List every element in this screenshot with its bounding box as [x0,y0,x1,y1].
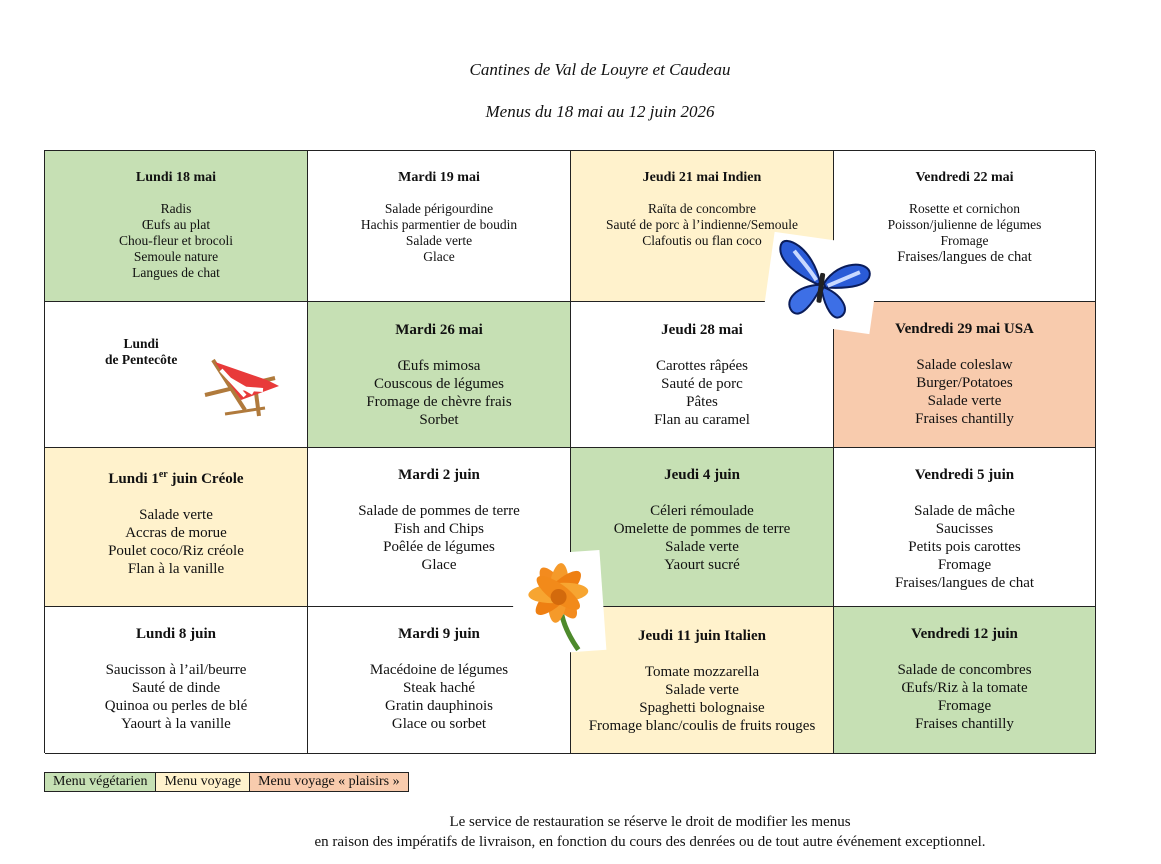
menu-items [308,201,570,265]
menu-item: Salade verte [665,682,739,698]
menu-item: Glace [423,249,455,264]
page-subtitle: Menus du 18 mai au 12 juin 2026 [485,102,715,121]
menu-cell [308,151,571,302]
menu-item: Flan au caramel [654,412,750,428]
menu-day: Jeudi 21 mai Indien [642,170,762,185]
menu-item: Fromage [937,698,992,714]
legend-travel-pleasure: Menu voyage « plaisirs » [250,773,408,791]
legend [44,772,409,792]
menu-item: Fraises chantilly [915,411,1014,427]
menu-day: Jeudi 4 juin [664,467,740,483]
butterfly-icon [762,232,881,334]
menu-item: Fromage [937,557,992,573]
footer-line-2: en raison des impératifs de livraison, en fonction du cours des denrées ou de tout autre événement exceptionnel. [314,834,986,850]
menu-item: Salade verte [665,539,739,555]
menu-item: Œufs/Riz à la tomate [901,680,1028,696]
menu-item: Sauté de porc à l’indienne/Semoule [606,217,798,232]
menu-cell-holiday [45,302,308,448]
menu-item: Salade coleslaw [916,357,1013,373]
menu-item: Carottes râpées [655,358,749,374]
menu-items [571,663,833,735]
menu-item: Sauté de dinde [131,680,221,696]
menu-cell [834,607,1096,754]
page-title: Cantines de Val de Louyre et Caudeau [469,60,731,79]
menu-grid [44,150,1095,753]
menu-item: Fromage blanc/coulis de fruits rouges [588,718,816,734]
menu-item: Radis [160,201,192,216]
menu-day: Vendredi 5 juin [914,467,1015,483]
menu-item: Burger/Potatoes [916,375,1013,391]
menu-cell [571,448,834,607]
menu-item: Fraises/langues de chat [897,249,1032,265]
footer-line-1: Le service de restauration se réserve le droit de modifier les menus [449,814,851,830]
menu-item: Salade périgourdine [384,201,494,216]
menu-item: Yaourt à la vanille [121,716,231,732]
menu-item: Salade de concombres [897,662,1032,678]
menu-item: Rosette et cornichon [909,201,1020,216]
menu-cell [571,302,834,448]
holiday-label-line2: de Pentecôte [105,352,178,367]
menu-cell [45,448,308,607]
menu-cell [571,607,834,754]
menu-item: Yaourt sucré [664,557,740,573]
menu-item: Fraises/langues de chat [894,575,1035,591]
menu-day: Lundi 18 mai [135,170,217,185]
menu-item: Hachis parmentier de boudin [360,217,518,232]
legend-vegetarian: Menu végétarien [45,773,156,791]
menu-item: Sauté de porc [661,376,743,392]
menu-item: Saucisson à l’ail/beurre [105,662,247,678]
menu-item: Poulet coco/Riz créole [108,543,244,559]
menu-day: Mardi 26 mai [395,322,483,338]
menu-cell [834,448,1096,607]
menu-day [45,466,307,488]
menu-item: Pâtes [686,394,718,410]
menu-day-sup: er [158,469,168,480]
menu-items [308,661,570,733]
menu-day: Mardi 9 juin [398,626,480,642]
menu-item: Salade de mâche [914,503,1015,519]
menu-item: Salade de pommes de terre [358,503,520,519]
menu-item: Quinoa ou perles de blé [104,698,248,714]
menu-item: Couscous de légumes [374,376,504,392]
menu-items [834,661,1095,733]
holiday-label-line1: Lundi [123,336,159,351]
menu-day: Lundi 8 juin [135,626,217,642]
menu-items [571,502,833,574]
menu-items [45,201,307,281]
menu-day: Jeudi 11 juin Italien [638,628,766,644]
menu-items [571,357,833,429]
menu-item: Œufs mimosa [397,358,481,374]
menu-item: Salade verte [927,393,1002,409]
menu-items [45,506,307,578]
menu-item: Sorbet [419,412,459,428]
menu-item: Poêlée de légumes [383,539,495,555]
menu-items [45,661,307,733]
footer-notice [260,812,1040,852]
menu-item: Saucisses [935,521,994,537]
menu-day: Vendredi 22 mai [915,170,1014,185]
menu-item: Steak haché [402,680,476,696]
menu-item: Gratin dauphinois [385,698,493,714]
menu-item: Fish and Chips [393,521,484,537]
menu-cell [45,151,308,302]
menu-item: Glace [421,557,457,573]
menu-item: Salade verte [405,233,473,248]
menu-item: Petits pois carottes [908,539,1021,555]
menu-item: Flan à la vanille [127,561,225,577]
menu-cell [834,302,1096,448]
menu-item: Poisson/julienne de légumes [887,217,1042,232]
menu-item: Macédoine de légumes [369,662,509,678]
menu-item: Salade verte [139,507,213,523]
menu-day-part: Lundi 1 [108,471,159,487]
menu-item: Fromage [940,233,989,248]
menu-item: Fromage de chèvre frais [366,394,512,410]
menu-item: Accras de morue [125,525,227,541]
menu-item: Glace ou sorbet [391,716,487,732]
menu-cell [308,302,571,448]
menu-day: Mardi 19 mai [398,170,480,185]
menu-item: Spaghetti bolognaise [639,700,765,716]
legend-travel: Menu voyage [156,773,250,791]
menu-item: Semoule nature [133,249,219,264]
menu-items [308,357,570,429]
menu-item: Œufs au plat [141,217,211,232]
menu-day: Jeudi 28 mai [661,322,743,338]
menu-item: Tomate mozzarella [644,664,760,680]
menu-item: Céleri rémoulade [650,503,754,519]
menu-day: Vendredi 29 mai USA [895,321,1034,337]
menu-day: Mardi 2 juin [398,467,480,483]
menu-item: Raïta de concombre [648,201,756,216]
menu-day-part: juin Créole [167,471,244,487]
menu-item: Langues de chat [132,265,220,280]
holiday-label [105,336,177,368]
menu-item: Fraises chantilly [915,716,1014,732]
deck-chair-icon [195,350,291,422]
menu-item: Chou-fleur et brocoli [119,233,233,248]
menu-cell [45,607,308,754]
menu-item: Omelette de pommes de terre [613,521,791,537]
menu-item: Clafoutis ou flan coco [642,233,762,248]
flower-icon [510,550,607,656]
menu-day: Vendredi 12 juin [911,626,1018,642]
menu-items [834,502,1095,592]
menu-items [834,356,1095,428]
